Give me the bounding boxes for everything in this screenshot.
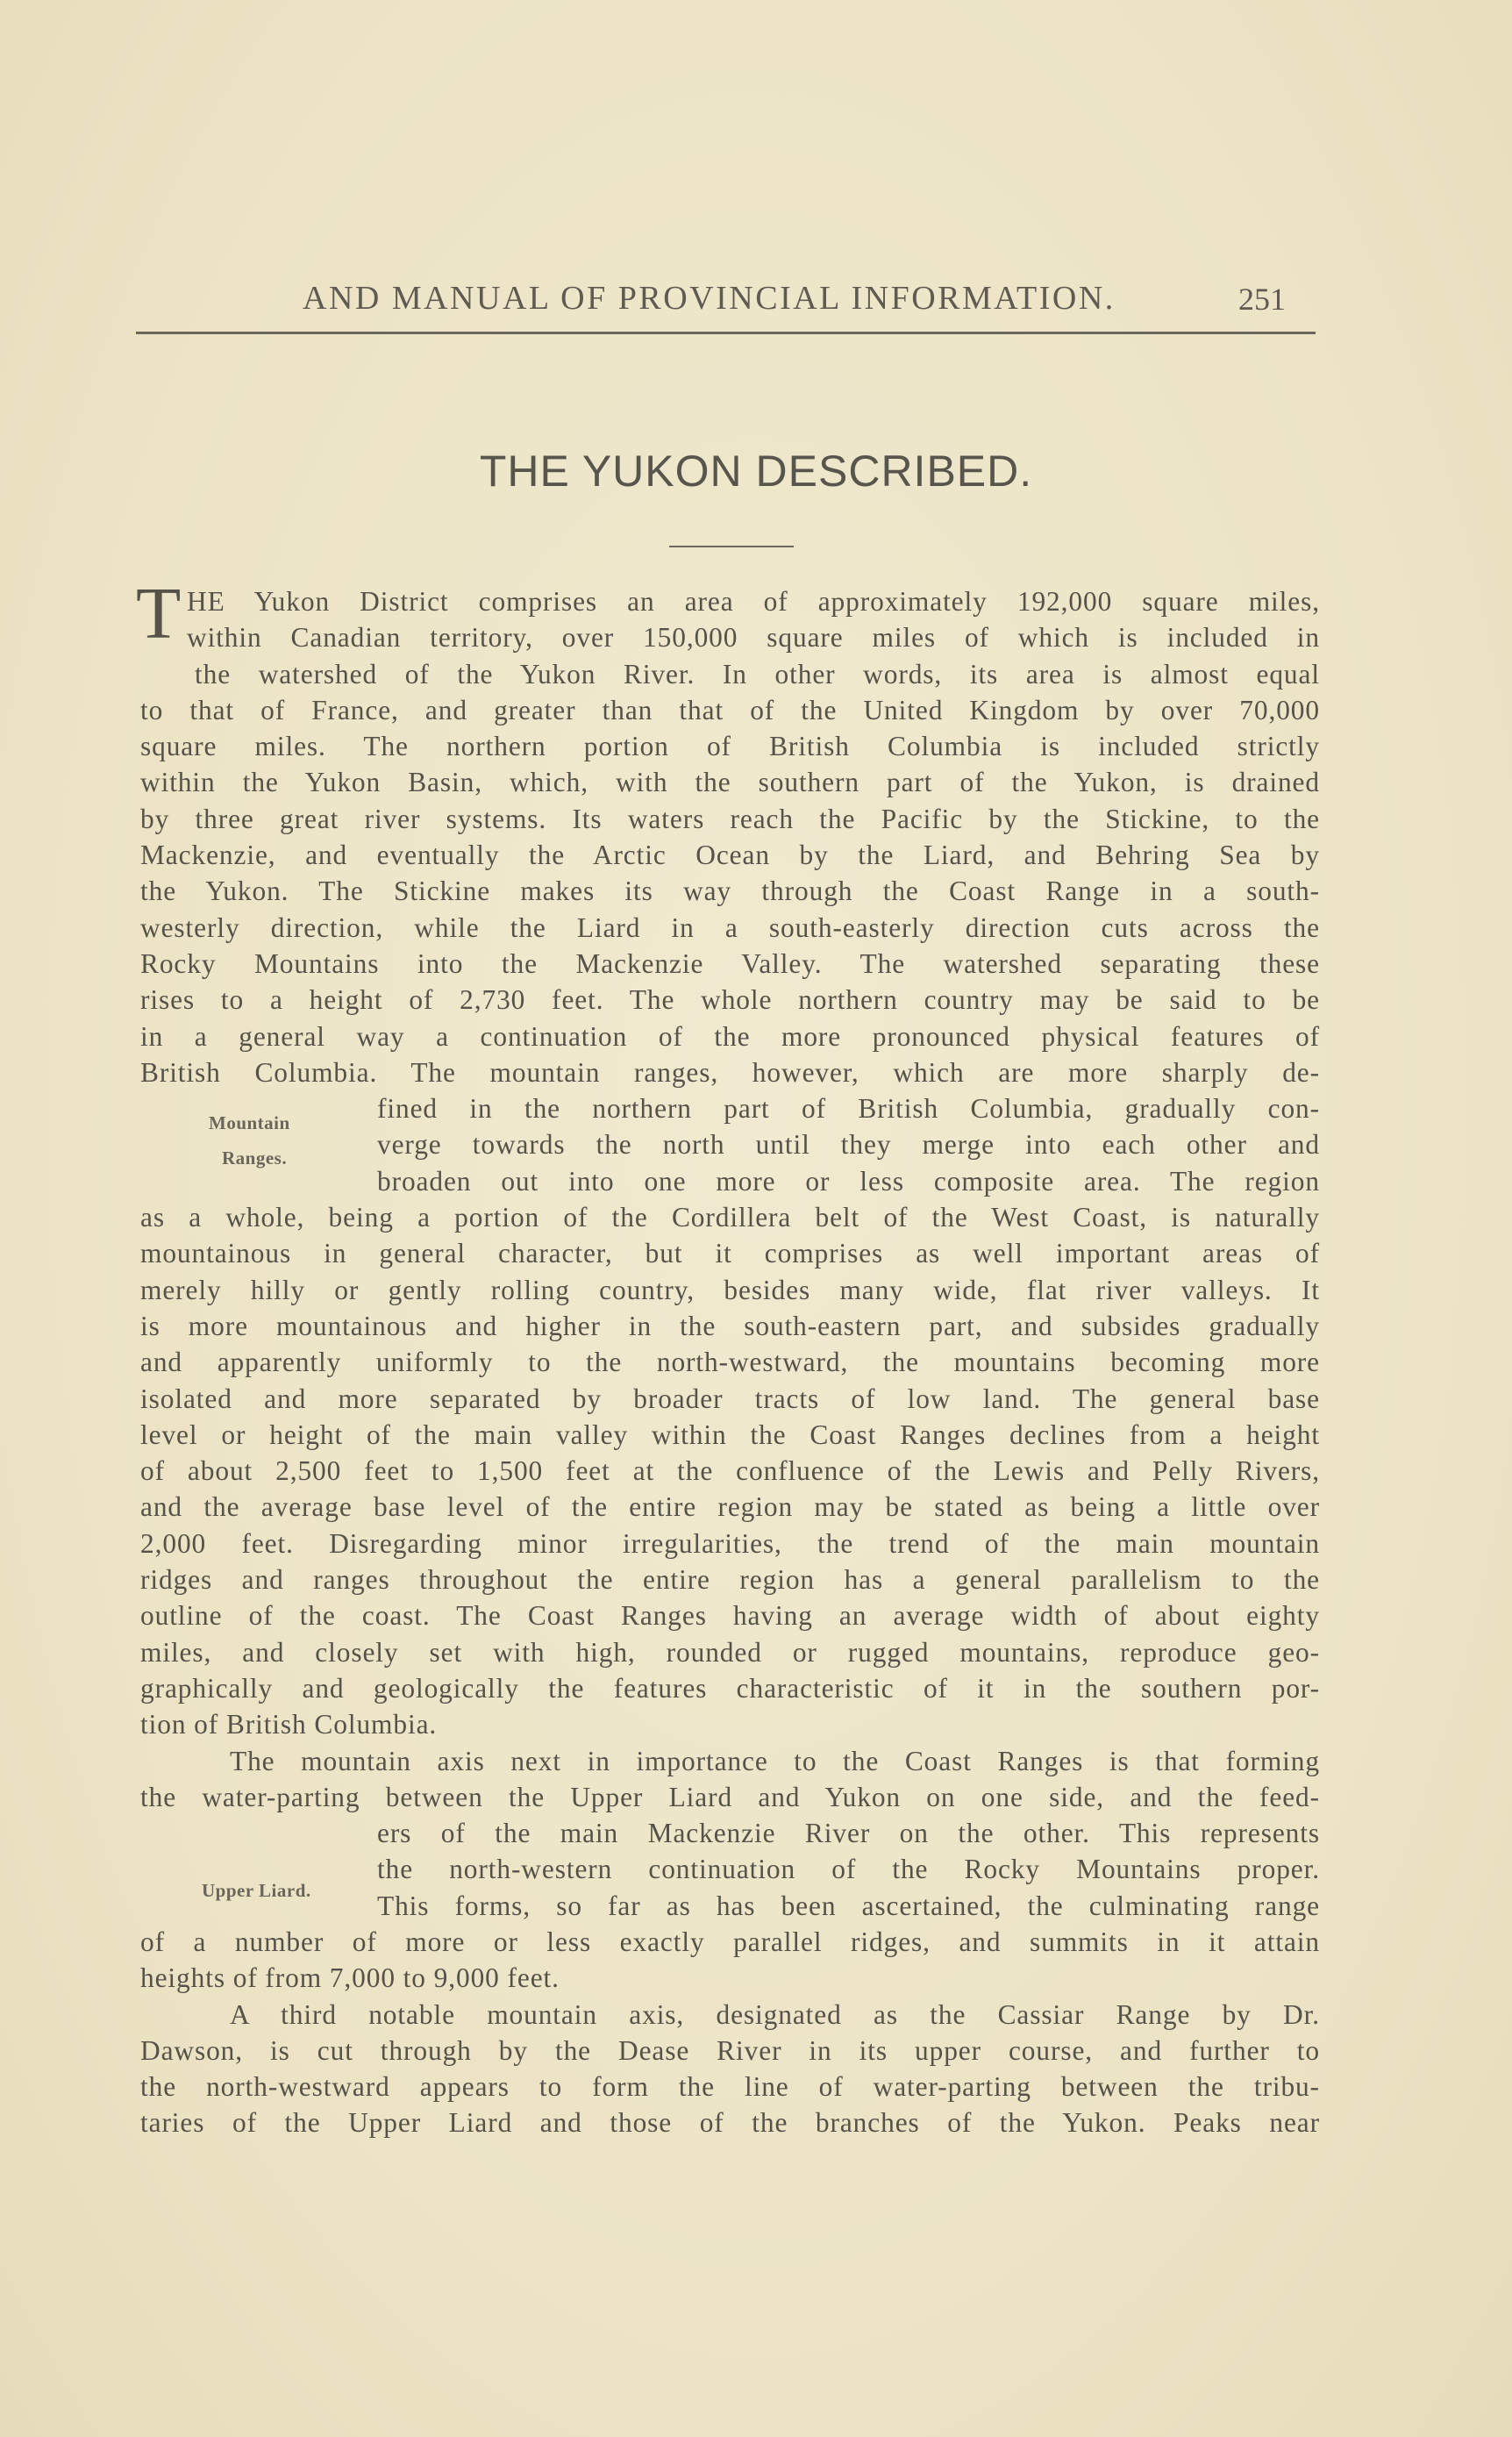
margin-note-mountain: Mountain [209, 1112, 290, 1133]
text-line: HE Yukon District comprises an area of approximately 192,000 square miles, [187, 586, 1320, 617]
text-line: the Yukon. The Stickine makes its way through the Coast Range in a south- [140, 875, 1320, 907]
text-line: British Columbia. The mountain ranges, however, which are more sharply de- [140, 1056, 1320, 1088]
text-line: merely hilly or gently rolling country, besides many wide, flat river valleys. It [140, 1274, 1320, 1305]
chapter-title: THE YUKON DESCRIBED. [479, 447, 1033, 496]
text-line: square miles. The northern portion of British Columbia is included strictly [140, 731, 1320, 762]
body-text [140, 583, 1320, 2141]
text-line: outline of the coast. The Coast Ranges having an average width of about eighty [140, 1600, 1320, 1632]
text-line: ridges and ranges throughout the entire region has a general parallelism to the [140, 1564, 1320, 1596]
text-line: heights of from 7,000 to 9,000 feet. [140, 1962, 560, 1994]
text-line: as a whole, being a portion of the Cordillera belt of the West Coast, is naturally [140, 1202, 1320, 1233]
text-line: isolated and more separated by broader tracts of low land. The general base [140, 1383, 1320, 1414]
text-line: fined in the northern part of British Columbia, gradually con- [377, 1093, 1320, 1125]
text-line: mountainous in general character, but it comprises as well important areas of [140, 1238, 1320, 1269]
text-line: The mountain axis next in importance to the Coast Ranges is that forming [230, 1745, 1320, 1776]
text-line: and the average base level of the entire region may be stated as being a little over [140, 1491, 1320, 1523]
text-line: to that of France, and greater than that of the United Kingdom by over 70,000 [140, 694, 1320, 725]
text-line: the north-western continuation of the Rocky Mountains proper. [377, 1854, 1320, 1885]
text-line: is more mountainous and higher in the south-eastern part, and subsides gradually [140, 1310, 1320, 1341]
running-head: AND MANUAL OF PROVINCIAL INFORMATION. [303, 280, 1116, 317]
text-line: A third notable mountain axis, designated as the Cassiar Range by Dr. [230, 1998, 1320, 2030]
text-line: taries of the Upper Liard and those of the branches of the Yukon. Peaks near [140, 2107, 1320, 2139]
text-line: the north-westward appears to form the line of water-parting between the tribu- [140, 2071, 1320, 2103]
margin-note-upper-liard: Upper Liard. [202, 1880, 311, 1901]
text-line: the water-parting between the Upper Liard and Yukon on one side, and the feed- [140, 1781, 1320, 1812]
text-line: of a number of more or less exactly parallel ridges, and summits in it attain [140, 1926, 1320, 1957]
text-line: of about 2,500 feet to 1,500 feet at the confluence of the Lewis and Pelly Rivers, [140, 1455, 1320, 1487]
text-line: Rocky Mountains into the Mackenzie Valley. The watershed separating these [140, 947, 1320, 979]
page-number: 251 [1238, 282, 1286, 317]
text-line: the watershed of the Yukon River. In other words, its area is almost equal [195, 658, 1320, 690]
text-line: by three great river systems. Its waters reach the Pacific by the Stickine, to the [140, 803, 1320, 834]
text-line: This forms, so far as has been ascertained, the culminating range [377, 1890, 1320, 1921]
text-line: within Canadian territory, over 150,000 square miles of which is included in [187, 622, 1320, 654]
text-line: Mackenzie, and eventually the Arctic Ocean by the Liard, and Behring Sea by [140, 840, 1320, 871]
text-line: verge towards the north until they merge into each other and [377, 1129, 1320, 1161]
text-line: broaden out into one more or less composite area. The region [377, 1165, 1320, 1197]
text-line: 2,000 feet. Disregarding minor irregularities, the trend of the main mountain [140, 1527, 1320, 1559]
text-line: tion of British Columbia. [140, 1709, 438, 1740]
text-line: in a general way a continuation of the more pronounced physical features of [140, 1020, 1320, 1052]
title-rule [669, 546, 794, 547]
text-line: level or height of the main valley within the Coast Ranges declines from a height [140, 1419, 1320, 1450]
text-line: westerly direction, while the Liard in a south-easterly direction cuts across the [140, 911, 1320, 943]
margin-note-ranges: Ranges. [222, 1147, 288, 1168]
text-line: and apparently uniformly to the north-westward, the mountains becoming more [140, 1347, 1320, 1378]
text-line: miles, and closely set with high, rounded or rugged mountains, reproduce geo- [140, 1636, 1320, 1668]
text-line: ers of the main Mackenzie River on the other. This represents [377, 1818, 1320, 1849]
text-line: graphically and geologically the features characteristic of it in the southern por- [140, 1672, 1320, 1704]
drop-cap: T [136, 573, 182, 654]
text-line: Dawson, is cut through by the Dease River in its upper course, and further to [140, 2034, 1320, 2066]
text-line: rises to a height of 2,730 feet. The whole northern country may be said to be [140, 984, 1320, 1016]
header-rule [136, 332, 1316, 334]
text-line: within the Yukon Basin, which, with the southern part of the Yukon, is drained [140, 767, 1320, 798]
